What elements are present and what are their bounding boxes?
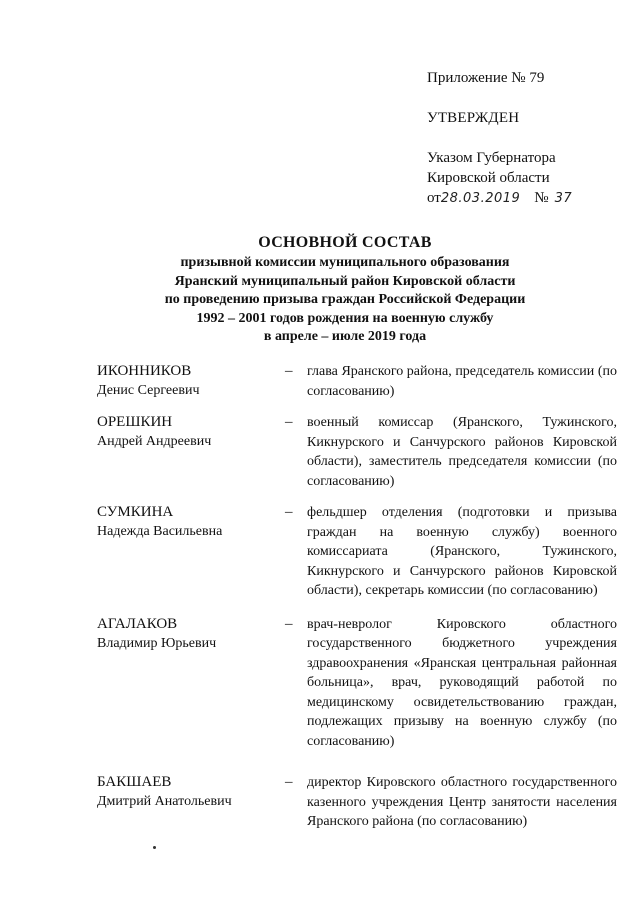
member-given-name: Денис Сергеевич <box>97 383 200 398</box>
dash: – <box>285 615 293 632</box>
member-role: фельдшер отделения (подготовки и призыва граждан на военную службу) военного комиссариата (Яранского, Тужинского, Кикнурского и Санчурского районов Кировской области), секретарь комиссии (по согласованию) <box>307 505 617 598</box>
member-role: военный комиссар (Яранского, Тужинского, Кикнурского и Санчурского районов Кировской области), заместитель председателя комиссии (по согласованию) <box>307 415 617 489</box>
member-surname: АГАЛАКОВ <box>97 615 178 632</box>
members-list <box>97 362 617 842</box>
dash: – <box>285 504 293 520</box>
member-row <box>97 413 617 491</box>
title-line: 1992 – 2001 годов рождения на военную службу <box>196 310 494 326</box>
title-line: призывной комиссии муниципального образования <box>180 255 510 270</box>
member-row <box>97 615 617 752</box>
decree-line-1: Указом Губернатора <box>427 150 556 166</box>
date-prefix: от <box>427 190 441 206</box>
member-name <box>97 503 285 601</box>
member-row <box>97 773 617 832</box>
document-title <box>100 232 590 347</box>
title-line: по проведению призыва граждан Российской Федерации <box>164 292 526 307</box>
member-given-name: Надежда Васильевна <box>97 524 223 539</box>
member-name <box>97 615 285 752</box>
member-surname: ОРЕШКИН <box>97 414 173 430</box>
dash: – <box>285 363 293 379</box>
member-row <box>97 503 617 601</box>
member-given-name: Дмитрий Анатольевич <box>97 794 232 809</box>
title-line: в апреле – июле 2019 года <box>263 329 427 344</box>
member-surname: СУМКИНА <box>97 504 174 520</box>
decree-number: 37 <box>554 191 573 206</box>
member-name <box>97 362 285 401</box>
approved-label: УТВЕРЖДЕН <box>427 110 520 126</box>
decree-line-2: Кировской области <box>427 170 550 186</box>
member-surname: БАКШАЕВ <box>97 774 172 790</box>
appendix-number: Приложение № 79 <box>427 70 545 86</box>
member-name <box>97 413 285 491</box>
dash: – <box>285 414 293 430</box>
decree-date-row <box>427 188 627 209</box>
decree-date: 28.03.2019 <box>440 191 521 206</box>
title-main: ОСНОВНОЙ СОСТАВ <box>258 234 432 251</box>
member-role: директор Кировского областного государственного казенного учреждения Центр занятости населения Яранского района (по согласованию) <box>307 775 617 829</box>
dash: – <box>285 774 293 790</box>
member-given-name: Андрей Андреевич <box>97 434 212 449</box>
title-line: Яранский муниципальный район Кировской области <box>174 273 516 289</box>
scan-speck <box>153 846 156 849</box>
member-given-name: Владимир Юрьевич <box>97 635 217 651</box>
member-role: глава Яранского района, председатель комиссии (по согласованию) <box>307 364 617 399</box>
member-surname: ИКОННИКОВ <box>97 363 192 379</box>
member-name <box>97 773 285 832</box>
approval-header <box>427 68 627 209</box>
member-role: врач-невролог Кировского областного государственного бюджетного учреждения здравоохранения «Яранская центральная районная больница», врач, руководящий работой по медицинскому освидетельствованию граждан, подлежащих призыву на военную службу (по согласованию) <box>307 616 617 749</box>
number-prefix: № <box>534 190 549 206</box>
member-row <box>97 362 617 401</box>
